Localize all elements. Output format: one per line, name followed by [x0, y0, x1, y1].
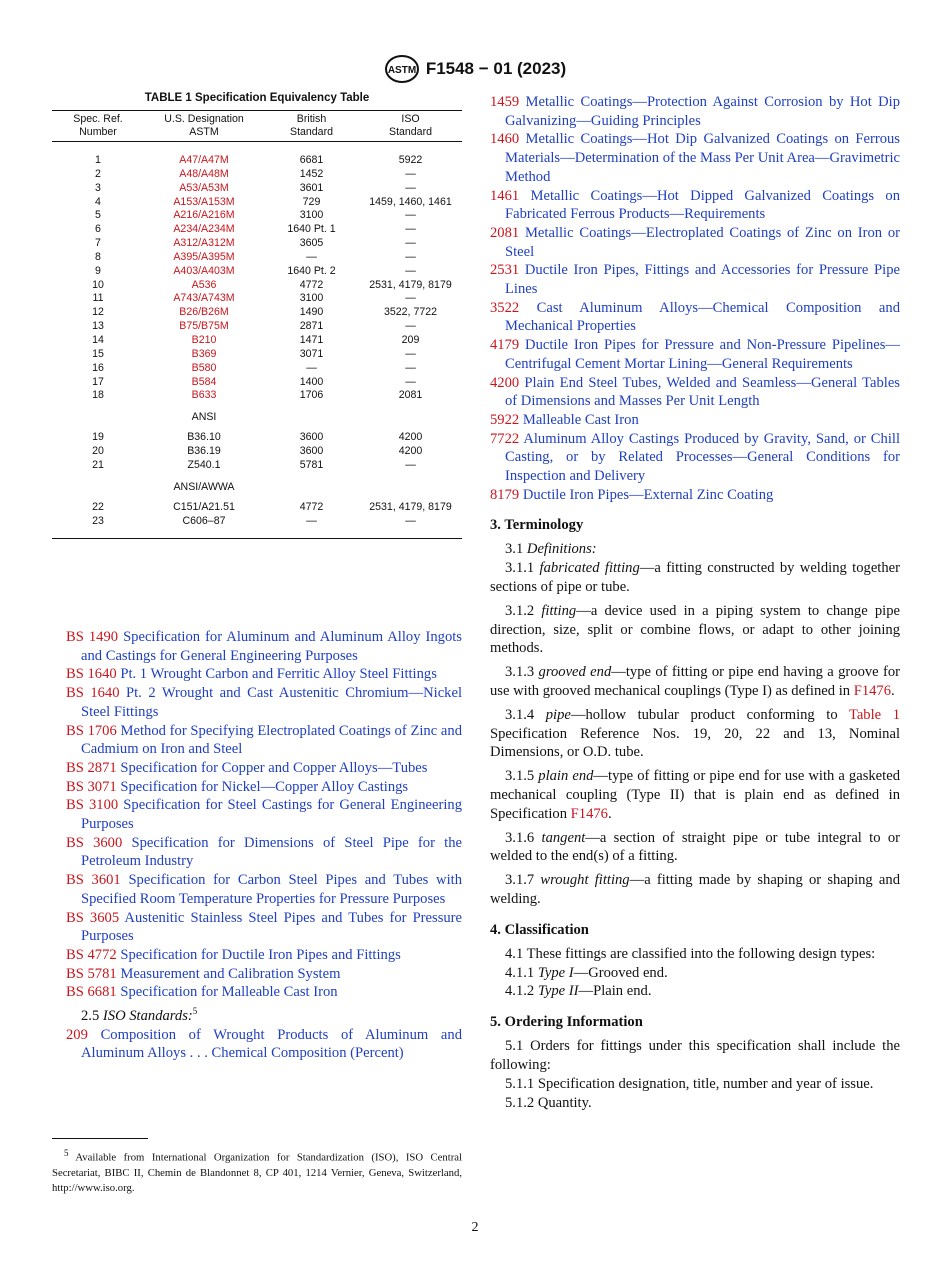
left-column — [52, 92, 462, 539]
cell-spec-ref: 12 — [92, 306, 104, 319]
iso-ref-code-link[interactable]: 5922 — [490, 411, 520, 428]
table-row — [52, 445, 462, 459]
svg-text:ASTM: ASTM — [387, 65, 416, 76]
cell-us-designation[interactable]: A312/A312M — [173, 237, 235, 250]
iso-ref-code-link[interactable]: 4200 — [490, 374, 520, 391]
bs-ref-code-link[interactable]: BS 6681 — [66, 984, 117, 1001]
cell-spec-ref: 4 — [95, 195, 101, 208]
definition-tail: . — [891, 683, 895, 700]
cell-us-designation[interactable]: B26/B26M — [179, 306, 229, 319]
iso-ref-item — [490, 130, 900, 186]
astm-logo-icon — [384, 54, 420, 84]
cell-spec-ref: 20 — [92, 445, 104, 458]
cell-us-designation[interactable]: A47/A47M — [179, 154, 229, 166]
type-body: —Grooved end. — [573, 964, 668, 981]
cell-british: 3600 — [299, 431, 324, 444]
iso-ref-item — [490, 411, 900, 430]
cell-british: 5781 — [299, 458, 324, 471]
table-row — [52, 223, 462, 237]
table-row — [52, 459, 462, 473]
iso-ref-title-link[interactable]: Aluminum Alloy Castings Produced by Gravity, Sand, or Chill Casting, or by Related Processes—General Conditions for Inspection and Delivery — [505, 430, 900, 485]
bs-ref-code-link[interactable]: BS 3071 — [66, 778, 117, 795]
col-header-iso: ISO Standard — [359, 111, 462, 142]
classification-heading: 4. Classification — [490, 921, 589, 938]
cell-iso: — — [405, 181, 416, 194]
col-header-british: British Standard — [264, 111, 359, 142]
bs-ref-item — [66, 871, 462, 908]
cell-british: 1706 — [299, 389, 324, 402]
table-row — [52, 362, 462, 376]
iso-ref-title-link[interactable]: Metallic Coatings—Protection Against Corrosion by Hot Dip Galvanizing—Guiding Principles — [505, 94, 900, 129]
definition-term: wrought fitting — [540, 872, 630, 889]
bs-ref-title-link[interactable]: Pt. 2 Wrought and Cast Austenitic Chromium—Nickel Steel Fittings — [81, 685, 462, 720]
bs-ref-title-link[interactable]: Specification for Malleable Cast Iron — [120, 984, 338, 1001]
cell-us-designation: C151/A21.51 — [173, 500, 235, 513]
cell-british: 3071 — [299, 347, 324, 360]
definition-term: plain end — [538, 768, 594, 785]
bs-ref-code-link[interactable]: BS 5781 — [66, 965, 117, 982]
definition-term: fitting — [541, 602, 577, 619]
table-row — [52, 501, 462, 515]
bs-ref-code-link[interactable]: BS 3601 — [66, 872, 121, 889]
iso-ref-title-link[interactable]: Cast Aluminum Alloys—Chemical Composition and Mechanical Properties — [505, 299, 900, 335]
cell-us-designation: B36.19 — [187, 445, 221, 458]
definition-number: 3.1.5 — [505, 768, 535, 785]
cell-iso: 4200 — [398, 431, 423, 444]
iso-ref-title-link[interactable]: Metallic Coatings—Electroplated Coatings of Zinc on Iron or Steel — [505, 224, 900, 260]
definition-number: 3.1.6 — [505, 829, 535, 846]
iso-ref-code-link[interactable]: 8179 — [490, 486, 520, 503]
definition-para — [490, 663, 900, 701]
cell-british: 4772 — [299, 500, 324, 513]
page-number: 2 — [471, 1220, 479, 1235]
cell-us-designation[interactable]: B210 — [191, 333, 217, 346]
definition-para — [490, 767, 900, 823]
iso-ref-code-link[interactable]: 1461 — [490, 187, 520, 204]
definition-term: tangent — [541, 829, 586, 846]
type-term: Type II — [537, 983, 579, 1000]
table-body — [52, 142, 462, 539]
cell-iso: — — [405, 375, 416, 388]
table-row — [52, 292, 462, 306]
table-row — [52, 182, 462, 196]
bs-ref-code-link[interactable]: BS 4772 — [66, 946, 117, 963]
iso-ref-title-link[interactable]: Ductile Iron Pipes—External Zinc Coating — [522, 486, 774, 503]
table-row — [52, 306, 462, 320]
bs-ref-title-link[interactable]: Specification for Carbon Steel Pipes and Tubes with Specified Room Temperature Properties for Pressure Purposes — [81, 872, 462, 907]
left-references — [66, 628, 462, 1063]
cell-us-designation[interactable]: A743/A743M — [173, 292, 235, 305]
definition-number: 3.1.7 — [505, 872, 535, 889]
definition-number: 3.1.3 — [505, 664, 535, 681]
col-header-spec-ref: Spec. Ref. Number — [52, 111, 144, 142]
table-spacer-row — [52, 142, 462, 155]
cell-us-designation[interactable]: A53/A53M — [179, 181, 229, 194]
cell-us-designation[interactable]: B580 — [191, 361, 217, 374]
type-para — [490, 982, 900, 1001]
iso-ref-code-link[interactable]: 2531 — [490, 262, 520, 279]
cell-iso: 1459, 1460, 1461 — [369, 195, 452, 208]
ordering-para: 5.1 Orders for fittings under this specification shall include the following: — [490, 1038, 900, 1073]
iso-ref-code-link[interactable]: 1460 — [490, 131, 520, 148]
iso-ref-item — [490, 187, 900, 224]
table-row — [52, 389, 462, 403]
col-header-us-designation: U.S. Designation ASTM — [144, 111, 264, 142]
definition-para — [490, 706, 900, 762]
definition-number: 3.1.2 — [505, 602, 535, 619]
definition-body: —hollow tubular product conforming to — [570, 706, 849, 723]
cell-spec-ref: 13 — [92, 320, 104, 333]
bs-ref-title-link[interactable]: Specification for Dimensions of Steel Pipe for the Petroleum Industry — [81, 834, 463, 870]
table-row — [52, 279, 462, 293]
cell-spec-ref: 6 — [95, 223, 101, 236]
bs-ref-item — [66, 722, 462, 759]
iso-ref-title-link[interactable]: Composition of Wrought Products of Aluminum and Aluminum Alloys . . . Chemical Composition (Percent) — [81, 1026, 462, 1062]
cell-us-designation: C606–87 — [144, 515, 264, 539]
cell-british: — — [264, 515, 359, 539]
cross-ref-link[interactable]: F1476 — [570, 805, 608, 822]
table-row — [52, 348, 462, 362]
cell-us-designation[interactable]: A403/A403M — [173, 264, 235, 277]
cell-us-designation[interactable]: B584 — [191, 375, 217, 388]
iso-ref-item — [490, 299, 900, 336]
table-row — [52, 154, 462, 168]
bs-ref-title-link[interactable]: Measurement and Calibration System — [120, 965, 341, 982]
cell-us-designation[interactable]: A536 — [191, 278, 217, 291]
cell-spec-ref: 14 — [92, 333, 104, 346]
ordering-heading: 5. Ordering Information — [490, 1014, 643, 1031]
table-group-label: ANSI — [191, 411, 217, 424]
iso-ref-title-link[interactable]: Malleable Cast Iron — [522, 411, 639, 428]
cell-british: 3600 — [299, 445, 324, 458]
bs-ref-item — [66, 946, 462, 965]
definition-body: —type of fitting or pipe end having a groove for use with grooved mechanical couplings (Type I) as defined in — [490, 664, 901, 700]
table-group-row — [52, 403, 462, 431]
cell-spec-ref: 9 — [95, 264, 101, 277]
iso-ref-item — [490, 261, 900, 298]
table-title: TABLE 1 Specification Equivalency Table — [144, 92, 370, 104]
cell-spec-ref: 3 — [95, 181, 101, 194]
cell-iso: — — [405, 223, 416, 236]
bs-ref-title-link[interactable]: Specification for Nickel—Copper Alloy Castings — [120, 778, 409, 795]
cell-iso: — — [405, 250, 416, 263]
iso-ref-item — [66, 1026, 462, 1063]
cell-us-designation[interactable]: B75/B75M — [179, 320, 229, 333]
cell-spec-ref: 18 — [92, 389, 104, 402]
bs-ref-title-link[interactable]: Specification for Aluminum and Aluminum Alloy Ingots and Castings for General Engineering Purposes — [81, 629, 462, 664]
bs-ref-item — [66, 983, 462, 1002]
table-row — [52, 431, 462, 445]
bs-ref-item — [66, 684, 462, 721]
cell-spec-ref: 10 — [92, 278, 104, 291]
bs-ref-code-link[interactable]: BS 1640 — [66, 685, 120, 702]
bs-ref-code-link[interactable]: BS 3600 — [66, 834, 123, 851]
bs-ref-title-link[interactable]: Specification for Copper and Copper Alloys—Tubes — [120, 759, 428, 776]
definitions-list — [490, 559, 900, 909]
cell-spec-ref: 23 — [52, 515, 144, 539]
iso-ref-item — [490, 336, 900, 373]
iso-ref-code-link[interactable]: 7722 — [490, 430, 520, 447]
cell-british: 1640 Pt. 2 — [287, 264, 336, 277]
types-list — [490, 964, 900, 1002]
cell-spec-ref: 2 — [95, 167, 101, 180]
iso-ref-code-link[interactable]: 1459 — [490, 94, 520, 110]
cell-iso: — — [405, 292, 416, 305]
bs-ref-title-link[interactable]: Specification for Steel Castings for General Engineering Purposes — [81, 797, 462, 833]
cell-us-designation[interactable]: A234/A234M — [173, 223, 235, 236]
bs-ref-code-link[interactable]: BS 3605 — [66, 909, 120, 926]
cell-us-designation[interactable]: B369 — [191, 347, 217, 360]
cell-us-designation[interactable]: A48/A48M — [179, 167, 229, 180]
footnote: $^5$ Available from International Organization for Standardization (ISO), ISO Central Secretariat, BIBC II, Chemin de Blandonnet 8, CP 401, 1214 Vernier, Geneva, Switzerland, http://www.iso.org. — [52, 1148, 462, 1194]
footnote-rule — [52, 1138, 148, 1139]
cell-spec-ref: 1 — [95, 154, 101, 166]
cell-us-designation: B36.10 — [187, 431, 221, 444]
iso-standards-heading: 2.5 ISO Standards:$^5$ — [81, 1006, 198, 1024]
definition-body: —a fitting made by shaping or shaping and welding. — [490, 872, 900, 908]
cell-spec-ref: 21 — [92, 458, 104, 471]
bs-ref-item — [66, 909, 462, 946]
table-row — [52, 251, 462, 265]
table-row — [52, 265, 462, 279]
iso-ref-title-link[interactable]: Ductile Iron Pipes for Pressure and Non-Pressure Pipelines—Centrifugal Cement Mortar Lining—General Requirements — [505, 337, 900, 372]
cell-iso: — — [405, 361, 416, 374]
table-row — [52, 168, 462, 182]
cell-spec-ref: 7 — [95, 237, 101, 250]
type-term: Type I — [537, 964, 574, 981]
terminology-heading: 3. Terminology — [490, 517, 584, 534]
bs-ref-code-link[interactable]: BS 2871 — [66, 759, 117, 776]
definition-para — [490, 602, 900, 658]
definition-body: —type of fitting or pipe end for use with a gasketed mechanical coupling (Type II) that is plain end as defined in Specification — [490, 768, 900, 822]
table-row — [52, 515, 462, 539]
cell-iso: 2531, 4179, 8179 — [369, 500, 452, 513]
iso-ref-code-link[interactable]: 4179 — [490, 337, 520, 354]
definition-term: fabricated fitting — [539, 560, 640, 577]
table-group-row — [52, 473, 462, 501]
type-para — [490, 964, 900, 983]
iso-ref-item — [490, 374, 900, 411]
cell-us-designation[interactable]: A216/A216M — [173, 209, 235, 222]
definitions-para: 3.1 Definitions: — [505, 541, 597, 558]
cell-iso: — — [405, 237, 416, 250]
definition-tail: . — [607, 805, 612, 822]
bs-ref-item — [66, 834, 462, 871]
table-row — [52, 376, 462, 390]
bs-ref-code-link[interactable]: BS 3100 — [66, 797, 119, 814]
cell-british: 1490 — [299, 306, 324, 319]
definition-body: —a fitting constructed by welding together sections of pipe or tube. — [490, 560, 900, 596]
bs-ref-code-link[interactable]: BS 1706 — [66, 722, 117, 739]
cell-spec-ref: 8 — [95, 250, 101, 263]
iso-ref-item — [490, 486, 900, 505]
table-row — [52, 320, 462, 334]
cell-iso: — — [405, 264, 416, 277]
definition-para — [490, 829, 900, 867]
bs-ref-title-link[interactable]: Specification for Ductile Iron Pipes and Fittings — [120, 946, 401, 963]
iso-ref-title-link[interactable]: Metallic Coatings—Hot Dip Galvanized Coatings on Ferrous Materials—Determination of the Mass Per Unit Area—Gravimetric Method — [505, 131, 900, 185]
cell-spec-ref: 16 — [92, 361, 104, 374]
cell-iso: — — [359, 515, 462, 539]
table-row — [52, 209, 462, 223]
cell-iso: — — [405, 347, 416, 360]
page-header — [0, 54, 950, 84]
iso-ref-code-link[interactable]: 209 — [66, 1026, 88, 1043]
type-body: —Plain end. — [578, 983, 652, 1000]
ordering-para-512: 5.1.2 Quantity. — [505, 1094, 592, 1111]
cell-british: 3605 — [299, 237, 324, 250]
cell-iso: 209 — [401, 333, 420, 346]
cell-iso: 2081 — [398, 389, 423, 402]
definition-term: pipe — [545, 706, 571, 723]
cell-us-designation[interactable]: B633 — [191, 389, 217, 402]
bs-ref-title-link[interactable]: Pt. 1 Wrought Carbon and Ferritic Alloy Steel Fittings — [120, 666, 437, 683]
cell-iso: — — [405, 320, 416, 333]
cell-british: 4772 — [299, 278, 324, 291]
bs-reference-list — [66, 628, 462, 1002]
bs-ref-item — [66, 778, 462, 797]
cell-us-designation[interactable]: A153/A153M — [173, 195, 235, 208]
cell-british: — — [306, 361, 317, 374]
iso-ref-item — [490, 93, 900, 130]
definition-para — [490, 871, 900, 909]
cell-spec-ref: 22 — [92, 500, 104, 513]
bs-ref-item — [66, 965, 462, 984]
spec-equivalency-table — [52, 110, 462, 539]
iso-ref-item — [490, 224, 900, 261]
definition-tail: Specification Reference Nos. 19, 20, 22 and 13, Nominal Dimensions, or O.D. tube. — [490, 725, 900, 761]
cell-iso: 3522, 7722 — [383, 306, 438, 319]
bs-ref-code-link[interactable]: BS 1490 — [66, 629, 119, 645]
iso-ref-title-link[interactable]: Plain End Steel Tubes, Welded and Seamless—General Tables of Dimensions and Masses Per Unit Length — [505, 374, 900, 410]
definition-body: —a section of straight pipe or tube integral to or welded to the end(s) of a fitting. — [490, 829, 900, 865]
cell-british: 6681 — [299, 154, 324, 166]
cell-british: 1640 Pt. 1 — [287, 223, 336, 236]
definition-number: 3.1.4 — [505, 706, 535, 723]
cell-iso: — — [405, 458, 416, 471]
iso-ref-code-link[interactable]: 2081 — [490, 224, 520, 241]
cell-british: 3100 — [299, 209, 324, 222]
definition-body: —a device used in a piping system to change pipe direction, size, split or combine flows, or adapt to other joining methods. — [490, 602, 900, 657]
iso-ref-item — [490, 430, 900, 486]
table-group-label: ANSI/AWWA — [173, 480, 235, 493]
iso-ref-code-link[interactable]: 3522 — [490, 299, 520, 316]
cell-iso: 2531, 4179, 8179 — [369, 278, 452, 291]
classification-para: 4.1 These fittings are classified into the following design types: — [505, 945, 876, 962]
cell-us-designation: Z540.1 — [187, 458, 221, 471]
table-row — [52, 237, 462, 251]
cell-iso: 4200 — [398, 445, 423, 458]
cell-british: — — [306, 250, 317, 263]
bs-ref-item — [66, 759, 462, 778]
table-row — [52, 196, 462, 210]
cell-british: 1400 — [299, 375, 324, 388]
bs-ref-code-link[interactable]: BS 1640 — [66, 666, 117, 683]
cell-british: 3601 — [299, 181, 324, 194]
bs-ref-item — [66, 628, 462, 665]
iso-ref-title-link[interactable]: Metallic Coatings—Hot Dipped Galvanized Coatings on Fabricated Ferrous Products—Requirements — [505, 187, 901, 223]
cell-british: 1452 — [299, 167, 324, 180]
cell-british: 2871 — [299, 320, 324, 333]
type-number: 4.1.2 — [505, 983, 535, 1000]
ordering-para-511: 5.1.1 Specification designation, title, number and year of issue. — [505, 1075, 874, 1092]
definition-term: grooved end — [538, 664, 612, 681]
bs-ref-title-link[interactable]: Austenitic Stainless Steel Pipes and Tubes for Pressure Purposes — [81, 909, 463, 945]
bs-ref-title-link[interactable]: Method for Specifying Electroplated Coatings of Zinc and Cadmium on Iron and Steel — [81, 722, 462, 758]
cell-iso: — — [405, 167, 416, 180]
cell-spec-ref: 5 — [95, 209, 101, 222]
cross-ref-link[interactable]: Table 1 — [848, 706, 900, 723]
cell-spec-ref: 19 — [92, 431, 104, 444]
right-column — [490, 93, 900, 1112]
cell-spec-ref: 11 — [92, 292, 104, 305]
cell-british: 1471 — [299, 333, 324, 346]
cell-spec-ref: 17 — [92, 375, 104, 388]
cross-ref-link[interactable]: F1476 — [853, 683, 892, 700]
table-row — [52, 334, 462, 348]
bs-ref-item — [66, 665, 462, 684]
definition-number: 3.1.1 — [505, 560, 535, 577]
cell-iso: — — [405, 209, 416, 222]
type-number: 4.1.1 — [505, 964, 535, 981]
cell-british: 729 — [302, 195, 321, 208]
bs-ref-item — [66, 796, 462, 833]
iso-ref-title-link[interactable]: Ductile Iron Pipes, Fittings and Accessories for Pressure Pipe Lines — [505, 262, 900, 298]
cell-us-designation[interactable]: A395/A395M — [173, 250, 235, 263]
document-designation: F1548 − 01 (2023) — [425, 59, 567, 78]
iso-reference-list-right — [490, 93, 900, 504]
cell-british: 3100 — [299, 292, 324, 305]
iso-reference-list-left — [66, 1026, 462, 1063]
cell-spec-ref: 15 — [92, 347, 104, 360]
definition-para — [490, 559, 900, 597]
cell-iso: 5922 — [398, 154, 423, 166]
